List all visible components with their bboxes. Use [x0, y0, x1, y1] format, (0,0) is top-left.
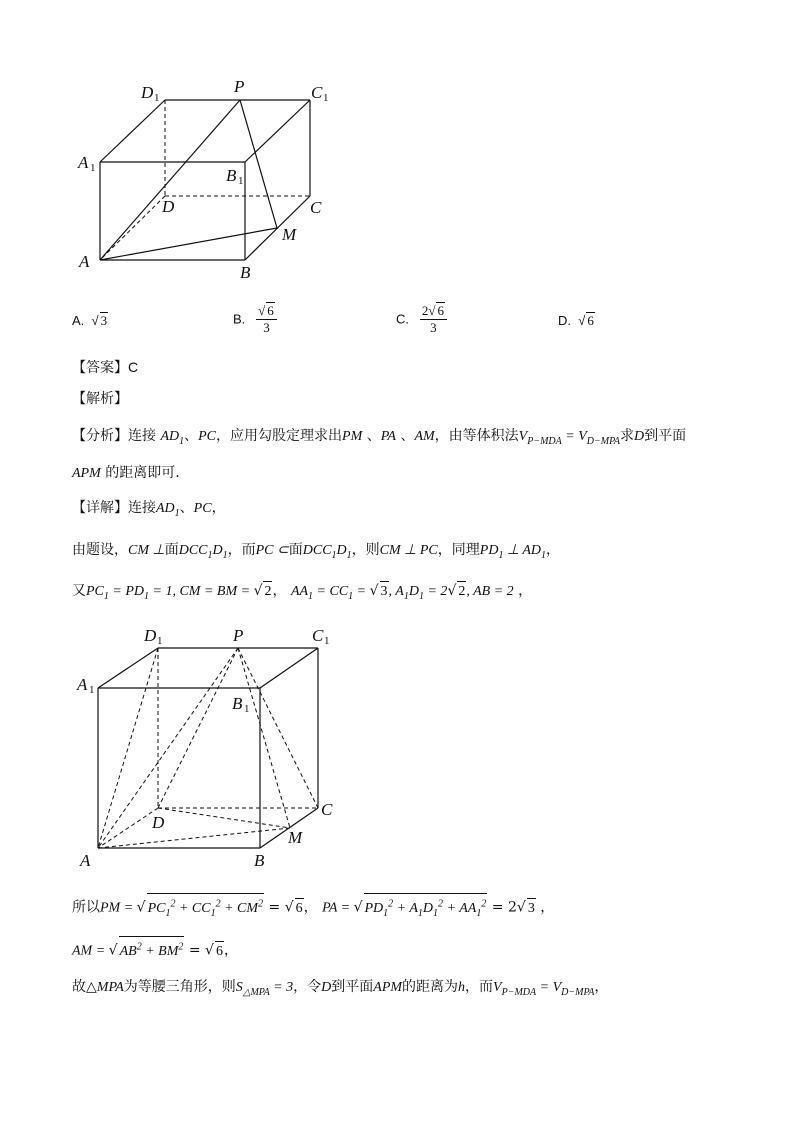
label-P: P — [234, 77, 245, 96]
am-line: AM = √ $AB^2 + BM^2$ = √ 6， — [72, 936, 238, 962]
svg-text:1: 1 — [238, 175, 244, 187]
condition-line: 由题设，CM ⊥面$DCC_1D_1$，而PC ⊂面$DCC_1D_1$，则CM ⊥ PC，同理$PD_1$ ⊥ $AD_1$， — [72, 542, 561, 561]
detail-line: 【详解】连接$AD_1$、PC， — [72, 500, 226, 519]
label-C: C — [310, 198, 322, 217]
svg-text:1: 1 — [323, 92, 329, 104]
svg-text:1: 1 — [89, 684, 95, 696]
analysis-header: 【解析】 — [72, 391, 128, 407]
label-M: M — [282, 225, 297, 244]
analysis-fenxi-line2: APM 的距离即可. — [72, 465, 180, 481]
label-A: A — [79, 252, 90, 271]
label-M: M — [288, 828, 303, 847]
option-b: B. $\frac{√ 6}{3}$ — [233, 302, 277, 336]
svg-text:1: 1 — [90, 162, 96, 174]
label-D1: D — [144, 626, 157, 645]
label-D1: D — [141, 83, 154, 102]
option-d: D. √ 6 — [558, 313, 594, 328]
cuboid-figure-2 — [70, 618, 350, 878]
answer-line: 【答案】C — [72, 359, 139, 376]
svg-text:1: 1 — [244, 703, 250, 715]
label-A: A — [80, 851, 91, 870]
analysis-fenxi-line1: 【分析】连接 $AD_1$、PC，应用勾股定理求出PM 、PA 、AM，由等体积法$V_{P-MDA} = V_{D-MPA}$求D到平面 — [72, 428, 687, 447]
label-A1: A — [77, 675, 88, 694]
svg-text:1: 1 — [324, 635, 330, 647]
option-a: A. √ 3 — [72, 313, 108, 328]
label-A1: A — [78, 153, 89, 172]
cuboid-figure-1 — [70, 70, 350, 290]
label-P: P — [233, 626, 244, 645]
label-B: B — [240, 263, 251, 282]
pm-pa-line: 所以PM = √ $PC_1^2 + CC_1^2 + CM^2$ = √ 6， PA = √ $PD_1^2 + A_1D_1^2 + AA_1^2 = 2√$ 3 ， — [72, 893, 554, 923]
option-c: C. $\frac{2√ 6}{3}$ — [396, 302, 447, 336]
svg-text:1: 1 — [157, 635, 163, 647]
label-D: D — [162, 197, 175, 216]
label-C1: C — [311, 83, 323, 102]
label-C1: C — [312, 626, 324, 645]
conclusion-line: 故△MPA为等腰三角形，则$S_{\triangle MPA} = 3$，令D到平面APM的距离为h，而$V_{P-MDA} = V_{D-MPA}$， — [72, 979, 609, 998]
label-B: B — [254, 851, 265, 870]
svg-text:1: 1 — [154, 92, 160, 104]
label-D: D — [152, 813, 165, 832]
label-C: C — [321, 800, 333, 819]
values-line: 又$PC_1 = PD_1 = 1$, CM = BM = √ 2， $AA_1 = CC_1$ = √ 3, $A_1D_1 = 2√$ 2, AB = 2 ， — [72, 583, 533, 602]
label-B1: B — [226, 166, 237, 185]
label-B1: B — [232, 694, 243, 713]
